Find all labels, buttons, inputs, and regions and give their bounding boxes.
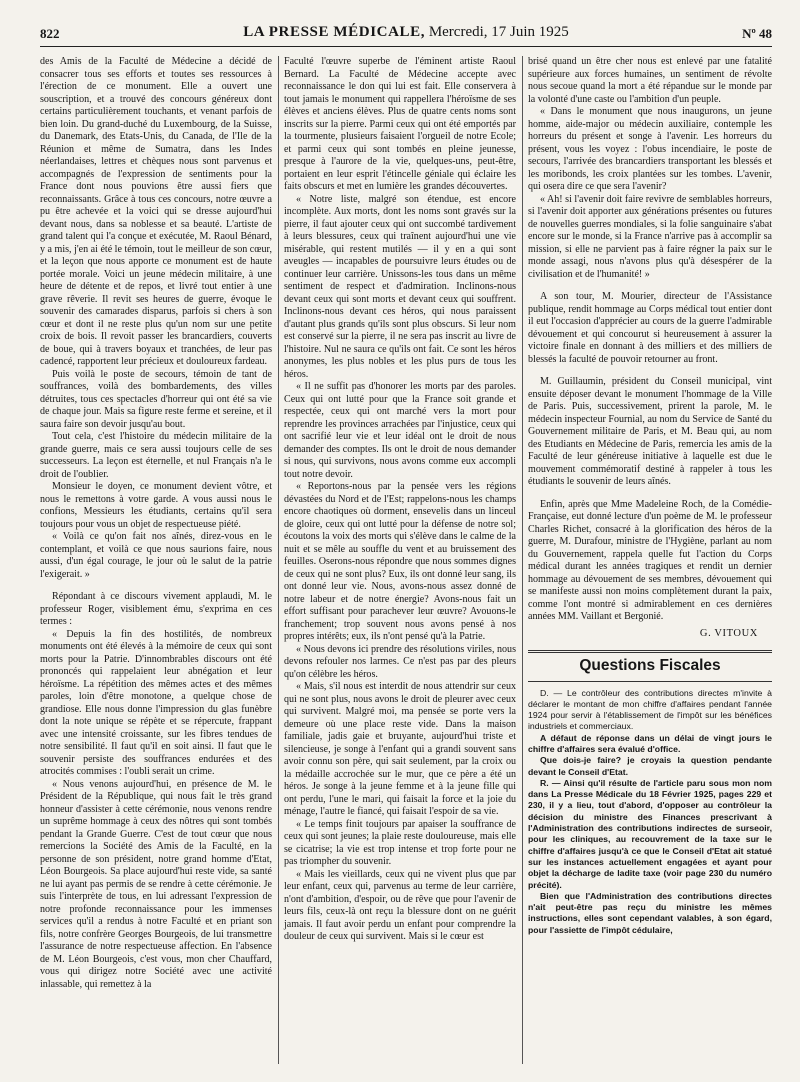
column-3 [528, 56, 772, 936]
paragraph: « Nous devons ici prendre des résolutions viriles, nous devons refouler nos larmes. Ce n'est pas par des pleurs qu'on célèbre les héros. [284, 643, 516, 680]
paragraph: brisé quand un être cher nous est enlevé par une fatalité supérieure aux forces humaines, un sentiment de révolte nous secoue quand la mort a été répandue sur le monde par la volonté d'une caste ou l'ambition d'un peuple. [528, 56, 772, 105]
column-divider [522, 56, 523, 1064]
fiscal-questions [528, 688, 772, 937]
question-text: A défaut de réponse dans un délai de vingt jours le chiffre d'affaires sera évalué d'office. [528, 732, 772, 754]
author-signature: G. VITOUX [699, 627, 758, 639]
journal-name: LA PRESSE MÉDICALE, [243, 24, 426, 40]
answer-text: R. — Ainsi qu'il résulte de l'article paru sous mon nom dans La Presse Médicale du 18 Février 1925, pages 229 et 230, il y a lieu, tout d'abord, d'opposer au contrôleur la décision du ministre des Finances prescrivant à l'Administration des contributions indirectes de surseoir, pour les cliniques, au recouvrement de la taxe sur le chiffre d'affaires jusqu'à ce que le Conseil d'Etat ait statué sur les instances actuellement engagées et ayant pour objet la décharge de ladite taxe (voir page 230 du numéro précité). [528, 777, 772, 890]
paragraph: Tout cela, c'est l'histoire du médecin militaire de la grande guerre, mais ce sera aussi toujours celle de ses successeurs. La leçon est éternelle, et nul Français n'a le droit de l'oublier. [40, 431, 272, 480]
paragraph: Enfin, après que Mme Madeleine Roch, de la Comédie-Française, eut donné lecture d'un poème de M. le professeur Charles Richet, consacré à la glorification des héros de la guerre, M. Durafour, ministre de l'Hygiène, parlant au nom du Gouvernement, rappela quelle fut l'action du Corps médical durant les années tragiques et rendit un dernier hommage au dévouement de ses membres, dévouement qui se manifeste aussi non moins complètement durant la paix, comme l'ont montré si admirablement en ces dernières années MM. Vaillant et Bergonié. [528, 498, 772, 622]
paragraph: Monsieur le doyen, ce monument devient vôtre, et nous le remettons à votre garde. A vous aussi nous le confions, Messieurs les étudiants, certains qu'il sera toujours pour vous un objet de respectueuse piété. [40, 481, 272, 530]
page-header [40, 16, 772, 47]
answer-text: Bien que l'Administration des contributions directes n'ait peut-être pas reçu du ministre les mêmes instructions, elles sont cependant valables, à son égard, pour l'assiette de l'impôt cédulaire, [528, 890, 772, 935]
paragraph: « Mais les vieillards, ceux qui ne vivent plus que par leur enfant, ceux qui, parvenus au terme de leur carrière, n'ont d'ambition, d'espoir, ou de rêve que pour l'avenir de leurs fils, ceux-là ont reçu la blessure dont on ne guérit jamais. Il faut avoir perdu un enfant pour comprendre la douleur de ceux qui survivent. Mais si le cœur est [284, 868, 516, 942]
paragraph: des Amis de la Faculté de Médecine a décidé de consacrer tous ses efforts et toutes ses ressources à l'érection de ce monument. Elle a ouvert une souscription, et a trouvé des concours généreux dont certains particulièrement touchants, et venant parfois de bien loin. Du grand-duché du Luxembourg, de la Suisse, du Danemark, des Etats-Unis, du Canada, de l'Ile de la Réunion et même de Sumatra, dans les Indes néerlandaises, lettres et chèques nous sont parvenus et accompagnés de l'expression de sentiments pour la France dont nous pouvions être aussi fiers que reconnaissants. Grâce à tous ces concours, notre œuvre a pu être achevée et la voici qui se dresse aujourd'hui devant nous, dans sa noblesse et sa beauté. L'artiste de grand talent qui l'a conçue et exécutée, M. Raoul Bénard, y a mis, j'en ai été le témoin, tout le meilleur de son cœur, et la leçon que nous apporte ce monument est de haute portée morale. Voici un jeune médecin militaire, à une heure de détente et de repos, et livré tout entier à une grave rêverie. Il revit ses heures de guerre, évoque le souvenir des camarades disparus, parfois si chers à son cœur et dont il ne reste plus qu'un nom sur une petite croix de bois. Il revoit passer les brancardiers, couverts de boue, qui à travers boyaux et tranchées, de leur pas cadencé, rapportent leur précieux et douloureux fardeau. [40, 56, 272, 367]
section-title: Questions Fiscales [579, 657, 721, 674]
paragraph: Puis voilà le poste de secours, témoin de tant de souffrances, voilà des bombardements, des villes détruites, tous ces spectacles d'horreur qui ont été sa vie de chaque jour. Mais sa figure reste ferme et sereine, et il saura faire son devoir jusqu'au bout. [40, 368, 272, 430]
paragraph: « Il ne suffit pas d'honorer les morts par des paroles. Ceux qui ont lutté pour que la France soit grande et respectée, ceux qui ont marché vers la mort pour reprendre les provinces arrachées par l'injustice, ceux qui ont sacrifié leur vie et leur idéal ont le droit de nous demander des comptes. Ils ont le droit de nous demander si nous, qui survivons, nous avons comme eux accompli tout notre devoir. [284, 381, 516, 480]
section-rule [528, 650, 772, 653]
paragraph: « Ah! si l'avenir doit faire revivre de semblables horreurs, si l'avenir doit apporter aux générations présentes ou futures de nouvelles guerres mondiales, si la folie sanguinaire s'abat encore sur le monde, si la France n'arrive pas à accomplir sa mission, si elle ne parvient pas à faire régner la paix sur le monde assagi, nous n'avons plus qu'à désespérer de la civilisation et de l'humanité! » [528, 193, 772, 280]
question-text: D. — Le contrôleur des contributions directes m'invite à déclarer le montant de mon chiffre d'affaires pendant l'année 1924 pour servir à l'établissement de l'impôt sur les bénéfices industriels et commerciaux. [528, 687, 772, 732]
page-number: 822 [40, 26, 60, 41]
paragraph: A son tour, M. Mourier, directeur de l'Assistance publique, rendit hommage au Corps médical tout entier dont il eut l'occasion d'apprécier au cours de la guerre l'admirable dévouement et qui concourut si heureusement à assurer la victoire finale en donnant à des milliers et des milliers de blessés la faculté de pouvoir retourner au front. [528, 291, 772, 365]
column-2 [284, 56, 516, 944]
paragraph: « Notre liste, malgré son étendue, est encore incomplète. Aux morts, dont les noms sont gravés sur la pierre, il faut ajouter ceux qui ont succombé tardivement à leurs blessures, ceux qui traînent aujourd'hui une vie misérable, qui restent mutilés — il y en a qui sont aveugles — incapables de poursuivre leurs études ou de continuer leur carrière. Unissons-les tous dans un même sentiment de respect et d'admiration. Inclinons-nous devant ceux qui sont morts et devant ceux qui souffrent. Inclinons-nous devant ces héros, qui nous paraissent d'autant plus grands qu'ils sont plus obscurs. Si leur nom est conservé sur la pierre, il ne sera pas inscrit au livre de l'histoire. Nul ne saura ce qu'ils ont fait. Ce sont les héros anonymes, les plus nobles et les plus purs de tous les héros. [284, 193, 516, 380]
paragraph: « Nous venons aujourd'hui, en présence de M. le Président de la République, qui nous fait le très grand honneur d'assister à cette cérémonie, nous venons rendre un suprême hommage à ceux des nôtres qui sont tombés pendant la Grande Guerre. C'est de tout cœur que nous remercions la Société des Amis de la Faculté, en la personne de son président, notre grand homme d'Etat, Léon Bourgeois. Sa place aujourd'hui reste vide, sa santé ne lui ayant pas permis de se rendre à cette cérémonie. Je suis l'interprète de tous, en lui adressant l'expression de notre profonde reconnaissance pour les immenses services qu'il a rendus à notre Faculté et en priant son fils, notre confrère Georges Bourgeois, de lui transmettre l'assurance de notre respectueuse affection. En l'absence de M. Léon Bourgeois, c'est vous, mon cher Chauffard, vous qui dirigez notre Société avec une activité inlassable, qui remettez à la [40, 778, 272, 990]
paragraph: Faculté l'œuvre superbe de l'éminent artiste Raoul Bernard. La Faculté de Médecine accepte avec reconnaissance le don qui lui est fait. Elle conservera à tout jamais le monument qui rappellera l'héroïsme de ses élèves et anciens élèves. Plus de quatre cents noms sont inscrits sur la pierre. Parmi ceux qui ont été emportés par la tourmente, plusieurs faisaient l'orgueil de notre Ecole; et parmi ceux qui sont tombés en pleine jeunesse, presque à l'aurore de la vie, quelques-uns, peut-être, portaient en leur esprit l'étincelle géniale qui éclaire les faits obscurs et met en lumière les grandes découvertes. [284, 56, 516, 192]
issue-date: Mercredi, 17 Juin 1925 [425, 24, 569, 40]
paragraph: « Reportons-nous par la pensée vers les régions dévastées du Nord et de l'Est; rappelons-nous les champs encore chaotiques où dorment, ensevelis dans un linceul de gloire, ceux qui ont lutté pour la défense de notre sol; écoutons la voix des morts qui s'élève dans le calme de la nuit et se mêle au souffle du vent et au bruissement des feuilles. Oserons-nous répondre que nous sommes dignes de ceux qui ne sont plus? Eux, ils ont donné leur sang, ils ont donné leur vie. Nous, avons-nous assez donné de notre labeur et de notre énergie? Avons-nous fait un effort suffisant pour parachever leur œuvre? Avouons-le franchement; trop souvent nous avons pensé à nos propres intérêts; eux, ils n'ont pensé qu'à la Patrie. [284, 481, 516, 642]
journal-title [40, 24, 772, 41]
paragraph: « Depuis la fin des hostilités, de nombreux monuments ont été élevés à la mémoire de ceux qui sont morts pour la Patrie. D'innombrables discours ont été prononcés qui rappelaient leur abnégation et leur héroïsme. La répétition des mêmes actes et des mêmes paroles, loin d'être monotone, a quelque chose de grandiose. Elle nous donne l'impression du glas funèbre dont la note unique se répète et se répercute, frappant avec une intensité croissante, sur les fibres tendues de notre sensibilité. Il faut qu'il en soit ainsi. Il faut que le souvenir persiste des souffrances endurées et des atrocités commises : l'oubli serait un crime. [40, 628, 272, 777]
paragraph: « Le temps finit toujours par apaiser la souffrance de ceux qui sont jeunes; la plaie reste douloureuse, mais elle se cicatrise; la vie est trop intense et trop forte pour ne pas triompher du souvenir. [284, 818, 516, 867]
paragraph: Répondant à ce discours vivement applaudi, M. le professeur Roger, visiblement ému, s'exprima en ces termes : [40, 591, 272, 627]
column-1 [40, 56, 272, 991]
paragraph: « Dans le monument que nous inaugurons, un jeune homme, aide-major ou médecin auxiliaire, contemple les horreurs du présent et songe à l'avenir. Les horreurs du présent, vous les voyez : l'obus incendiaire, le poste de secours, l'arrivée des brancardiers transportant les blessés et les moribonds, les croix plantées sur les tombes. L'avenir, qui osera dire ce que sera l'avenir? [528, 106, 772, 192]
question-text: Que dois-je faire? je croyais la question pendante devant le Conseil d'Etat. [528, 755, 772, 777]
section-rule [528, 681, 772, 682]
column-divider [278, 56, 279, 1064]
paragraph: « Mais, s'il nous est interdit de nous attendrir sur ceux qui ne sont plus, nous avons le droit de pleurer avec ceux qui survivent. Malgré moi, ma pensée se porte vers la demeure où une place reste vide. Dans la maison familiale, jadis gaie et bruyante, aujourd'hui triste et silencieuse, je songe à l'enfant qui a grandi souvent sans avoir connu son père, qui sait seulement, par la croix ou la médaille accrochée sur le mur, que ce père a été un héros. Je songe à la jeune femme et à la jeune fille qui ont perdu, l'une le mari, qui faisait la force et la joie du ménage, l'autre le fiancé, qui faisait l'espoir de sa vie. [284, 681, 516, 817]
paragraph: « Voilà ce qu'on fait nos aînés, direz-vous en le contemplant, et voilà ce que nous saurions faire, nous aussi, d'un égal courage, le jour où le salut de la patrie l'exigerait. » [40, 531, 272, 580]
issue-number: Nº 48 [742, 26, 772, 41]
paragraph: M. Guillaumin, président du Conseil municipal, vint ensuite déposer devant le monument l'hommage de la Ville de Paris. Puis, successivement, prirent la parole, M. le médecin inspecteur Fournial, au nom du Service de Santé du Gouvernement militaire de Paris, et M. Beau qui, au nom des Etudiants en Médecine de Paris, remercia les amis de la Faculté de leur généreuse initiative à laquelle est due le mouvement commémoratif destiné à rappeler à tous les étudiants le souvenir de leurs aînés. [528, 376, 772, 487]
